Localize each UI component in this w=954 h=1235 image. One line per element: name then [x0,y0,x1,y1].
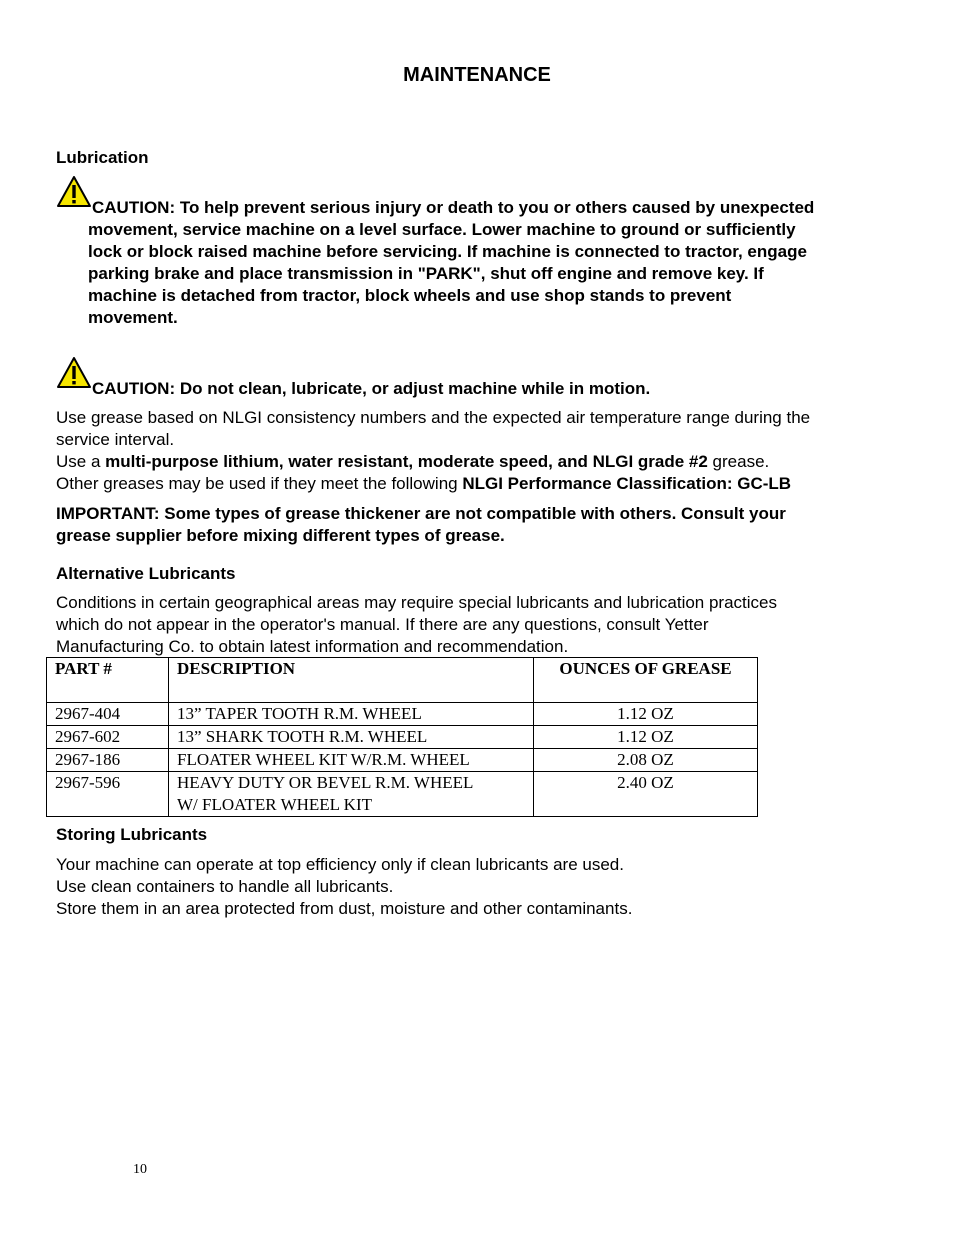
col-header-ounces: OUNCES OF GREASE [534,658,758,703]
ounces-cell: 1.12 OZ [534,703,758,726]
description-cell: 13” TAPER TOOTH R.M. WHEEL [169,703,534,726]
caution-1-line: machine is detached from tractor, block wheels and use shop stands to prevent [88,286,732,305]
text: Use a [56,452,106,471]
table-row [47,772,758,817]
warning-triangle-icon [56,175,92,209]
grease-line: service interval. [56,430,175,449]
page-number: 10 [133,1162,147,1177]
table-row [47,749,758,772]
part-cell: 2967-602 [47,726,169,749]
warning-triangle-icon [56,356,92,390]
storing-heading: Storing Lubricants [56,825,208,844]
col-header-part: PART # [47,658,169,703]
description-cell [169,772,534,817]
table-row [47,703,758,726]
col-header-description: DESCRIPTION [169,658,534,703]
storing-line: Store them in an area protected from dust, moisture and other contaminants. [56,899,633,918]
description-cell: FLOATER WHEEL KIT W/R.M. WHEEL [169,749,534,772]
storing-line: Your machine can operate at top efficiency only if clean lubricants are used. [56,855,624,874]
alternative-heading: Alternative Lubricants [56,564,236,583]
description-line: W/ FLOATER WHEEL KIT [177,795,372,814]
classification-line [56,473,906,495]
grease-spec-line [56,451,906,473]
ounces-cell: 2.08 OZ [534,749,758,772]
alternative-paragraph [56,592,906,658]
caution-1-line: movement. [88,308,178,327]
table-row [47,726,758,749]
grease-table [46,657,758,817]
caution-1-line: parking brake and place transmission in "PARK", shut off engine and remove key. If [88,264,764,283]
description-cell: 13” SHARK TOOTH R.M. WHEEL [169,726,534,749]
text: grease. [707,452,770,471]
important-line: IMPORTANT: Some types of grease thickener are not compatible with others. Consult your [56,504,786,523]
grease-line: Use grease based on NLGI consistency numbers and the expected air temperature range during the [56,408,811,427]
storing-paragraph [56,854,906,920]
classification-bold: NLGI Performance Classification: GC-LB [462,474,792,493]
part-cell: 2967-186 [47,749,169,772]
grease-paragraph [56,407,906,495]
caution-1-line: lock or block raised machine before servicing. If machine is connected to tractor, engage [88,242,807,261]
alternative-line: Conditions in certain geographical areas may require special lubricants and lubrication practices [56,593,777,612]
part-cell: 2967-596 [47,772,169,817]
important-line: grease supplier before mixing different types of grease. [56,526,505,545]
caution-block-1 [56,197,906,329]
text: Other greases may be used if they meet the following [56,474,463,493]
ounces-cell: 2.40 OZ [534,772,758,817]
table-header-row [47,658,758,703]
caution-2-text: CAUTION: Do not clean, lubricate, or adjust machine while in motion. [92,379,651,398]
alternative-line: Manufacturing Co. to obtain latest information and recommendation. [56,637,569,656]
storing-line: Use clean containers to handle all lubricants. [56,877,394,896]
grease-spec-bold: multi-purpose lithium, water resistant, moderate speed, and NLGI grade #2 [105,452,708,471]
ounces-cell: 1.12 OZ [534,726,758,749]
alternative-line: which do not appear in the operator's manual. If there are any questions, consult Yetter [56,615,709,634]
caution-1-line: movement, service machine on a level surface. Lower machine to ground or sufficiently [88,220,796,239]
lubrication-heading: Lubrication [56,148,149,167]
caution-1-line: CAUTION: To help prevent serious injury or death to you or others caused by unexpected [92,198,815,217]
important-note [56,503,906,547]
part-cell: 2967-404 [47,703,169,726]
description-line: HEAVY DUTY OR BEVEL R.M. WHEEL [177,773,474,792]
caution-block-2 [56,378,906,400]
page-title: MAINTENANCE [403,64,551,86]
